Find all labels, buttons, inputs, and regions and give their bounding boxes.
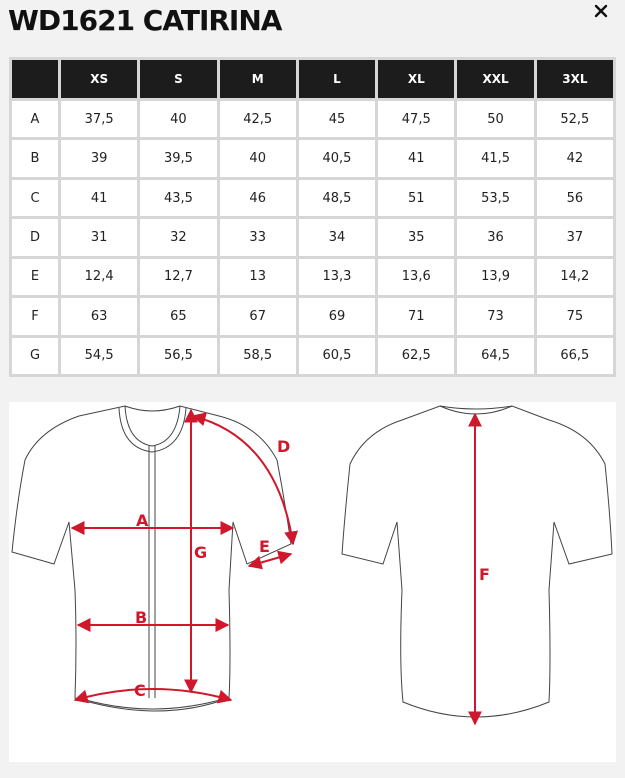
size-value-cell: 33 xyxy=(220,219,296,255)
size-value-cell: 56 xyxy=(537,180,613,216)
size-value-cell: 46 xyxy=(220,180,296,216)
close-icon xyxy=(589,0,613,24)
measure-a-label: A xyxy=(136,511,149,530)
size-value-cell: 40 xyxy=(220,140,296,176)
size-value-cell: 13,9 xyxy=(457,259,533,295)
row-label-cell: F xyxy=(12,298,58,334)
size-value-cell: 36 xyxy=(457,219,533,255)
size-table-row xyxy=(12,180,613,216)
size-value-cell: 60,5 xyxy=(299,338,375,374)
row-label-cell: B xyxy=(12,140,58,176)
size-value-cell: 51 xyxy=(378,180,454,216)
size-value-cell: 41,5 xyxy=(457,140,533,176)
size-value-cell: 42 xyxy=(537,140,613,176)
header-cell-m: M xyxy=(220,60,296,98)
size-value-cell: 65 xyxy=(140,298,216,334)
size-value-cell: 42,5 xyxy=(220,101,296,137)
size-value-cell: 47,5 xyxy=(378,101,454,137)
size-table-row xyxy=(12,101,613,137)
size-table-row xyxy=(12,298,613,334)
measurement-diagram xyxy=(9,402,616,762)
size-value-cell: 13 xyxy=(220,259,296,295)
jersey-front-outline xyxy=(12,406,291,711)
size-value-cell: 31 xyxy=(61,219,137,255)
size-value-cell: 63 xyxy=(61,298,137,334)
size-value-cell: 34 xyxy=(299,219,375,255)
size-value-cell: 66,5 xyxy=(537,338,613,374)
header-cell-xl: XL xyxy=(378,60,454,98)
size-table-row xyxy=(12,259,613,295)
size-value-cell: 12,7 xyxy=(140,259,216,295)
size-value-cell: 13,6 xyxy=(378,259,454,295)
size-value-cell: 54,5 xyxy=(61,338,137,374)
size-value-cell: 13,3 xyxy=(299,259,375,295)
size-value-cell: 41 xyxy=(378,140,454,176)
size-value-cell: 75 xyxy=(537,298,613,334)
header-cell-s: S xyxy=(140,60,216,98)
size-value-cell: 45 xyxy=(299,101,375,137)
size-value-cell: 64,5 xyxy=(457,338,533,374)
size-table-row xyxy=(12,219,613,255)
jersey-back-outline xyxy=(342,406,612,717)
size-table-row xyxy=(12,338,613,374)
header-cell xyxy=(12,60,58,98)
row-label-cell: D xyxy=(12,219,58,255)
size-value-cell: 71 xyxy=(378,298,454,334)
size-value-cell: 48,5 xyxy=(299,180,375,216)
header-cell-xxl: XXL xyxy=(457,60,533,98)
header-cell-xs: XS xyxy=(61,60,137,98)
row-label-cell: E xyxy=(12,259,58,295)
size-value-cell: 52,5 xyxy=(537,101,613,137)
size-value-cell: 58,5 xyxy=(220,338,296,374)
size-value-cell: 40 xyxy=(140,101,216,137)
size-value-cell: 62,5 xyxy=(378,338,454,374)
page-title: WD1621 CATIRINA xyxy=(8,4,282,37)
measure-b-label: B xyxy=(135,608,148,627)
header-cell-l: L xyxy=(299,60,375,98)
measure-f-label: F xyxy=(479,565,490,584)
size-value-cell: 35 xyxy=(378,219,454,255)
size-value-cell: 41 xyxy=(61,180,137,216)
size-table-header-row xyxy=(12,60,613,98)
size-value-cell: 43,5 xyxy=(140,180,216,216)
size-value-cell: 69 xyxy=(299,298,375,334)
size-value-cell: 37 xyxy=(537,219,613,255)
size-value-cell: 53,5 xyxy=(457,180,533,216)
jersey-diagram-svg xyxy=(9,402,616,762)
size-table-row xyxy=(12,140,613,176)
size-value-cell: 39,5 xyxy=(140,140,216,176)
size-value-cell: 67 xyxy=(220,298,296,334)
measure-c-label: C xyxy=(134,681,146,700)
measure-d-arrow xyxy=(193,416,293,544)
size-value-cell: 14,2 xyxy=(537,259,613,295)
measure-g-label: G xyxy=(194,543,208,562)
row-label-cell: G xyxy=(12,338,58,374)
header-cell-3xl: 3XL xyxy=(537,60,613,98)
row-label-cell: A xyxy=(12,101,58,137)
size-value-cell: 73 xyxy=(457,298,533,334)
size-value-cell: 12,4 xyxy=(61,259,137,295)
size-value-cell: 40,5 xyxy=(299,140,375,176)
size-value-cell: 56,5 xyxy=(140,338,216,374)
size-value-cell: 32 xyxy=(140,219,216,255)
measure-e-label: E xyxy=(259,537,270,556)
close-button[interactable] xyxy=(589,0,613,24)
measure-d-label: D xyxy=(277,437,291,456)
measure-c-arrow xyxy=(75,689,231,700)
size-table-container xyxy=(9,57,616,377)
size-value-cell: 37,5 xyxy=(61,101,137,137)
size-value-cell: 50 xyxy=(457,101,533,137)
size-value-cell: 39 xyxy=(61,140,137,176)
size-table xyxy=(9,57,616,377)
row-label-cell: C xyxy=(12,180,58,216)
